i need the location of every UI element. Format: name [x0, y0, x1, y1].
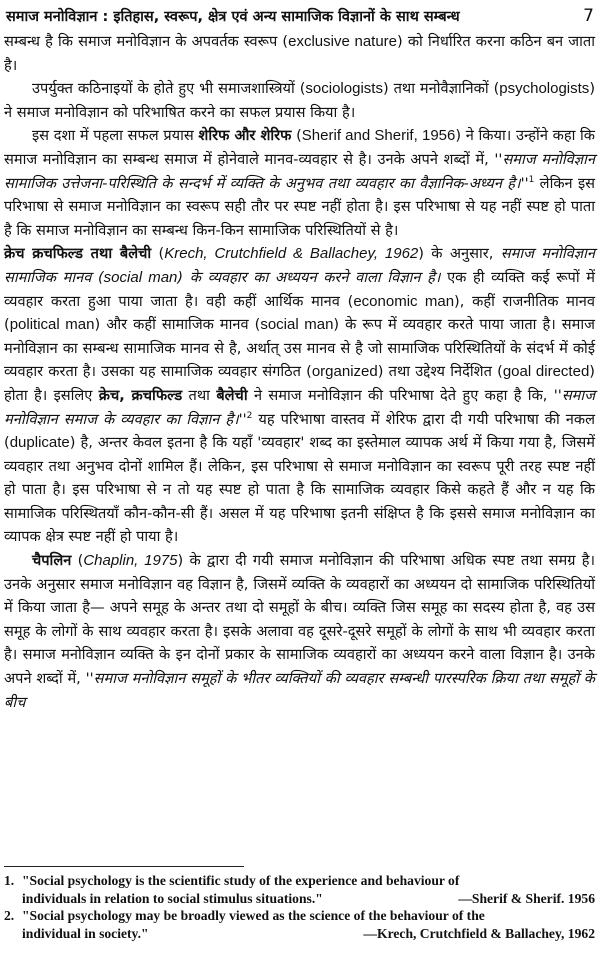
body-text	[4, 30, 595, 714]
paragraph-2	[4, 77, 595, 124]
text-run: ) के अनुसार,	[418, 245, 494, 263]
english-term: organized	[311, 363, 378, 381]
citation: Chaplin, 1975	[83, 552, 178, 570]
footnote-divider	[4, 866, 244, 867]
footnote-1	[4, 872, 595, 907]
text-run: (	[158, 245, 165, 263]
text-run: सम्बन्ध है कि समाज मनोविज्ञान के अपवर्तक स्वरूप (	[4, 33, 289, 50]
text-run: ने समाज मनोविज्ञान की परिभाषा देते हुए कहा है कि,	[253, 386, 548, 404]
text-run: ) के रूप में व्यवहार करते पाया जाता है। समाज मनोविज्ञान का सम्बन्ध सामाजिक मानव से है, अर्थात् उस मानव से है जो सामाजिक परिस्थितियों के संदर्भ में कोई व्यवहार करता है। उसका यह सामाजिक व्यवहार संगठित (	[4, 316, 595, 381]
paragraph-3	[4, 124, 595, 242]
text-run: (	[77, 552, 84, 570]
paragraph-4	[4, 242, 595, 549]
footnote-text: individual in society."	[22, 925, 149, 941]
footnote-ref: 2	[246, 410, 253, 421]
running-title: समाज मनोविज्ञान : इतिहास, स्वरूप, क्षेत्र एवं अन्य सामाजिक विज्ञानों के साथ सम्बन्ध	[6, 9, 460, 25]
definition-quote: ''समाज मनोविज्ञान सामाजिक उत्तेजना-परिस्थिति के सन्दर्भ में व्यक्ति के अनुभव तथा व्यवहार का वैज्ञानिक-अध्यन है।''	[4, 150, 595, 192]
author-name: बैलेची	[216, 386, 248, 404]
footnote-number: 1.	[4, 873, 15, 888]
english-term: political man	[9, 316, 95, 334]
text-run: यह परिभाषा वास्तव में शेरिफ द्वारा दी गयी परिभाषा की नकल (	[4, 410, 595, 452]
footnote-number: 2.	[4, 908, 15, 924]
definition-quote: ''समाज मनोविज्ञान समाज के व्यवहार का विज्ञान है।''	[4, 386, 596, 428]
english-term: exclusive nature	[288, 33, 398, 50]
footnotes	[4, 872, 595, 942]
text-run: ) के द्वारा दी गयी समाज मनोविज्ञान की परिभाषा अधिक स्पष्ट तथा समग्र है। उनके अनुसार समाज मनोविज्ञान वह विज्ञान है, जिसमें व्यक्ति के व्यवहारों का अध्ययन दो सामाजिक परिस्थितियों में किया जाता है— अपने समूह के अन्तर तथा दो समूहों के बीच। व्यक्ति जिस समूह का सदस्य होता है, वह उस समूह के लोगों के साथ व्यवहार करता है। इसके अलावा वह दूसरे-दूसरे समूहों के लोगों के साथ भी व्यवहार करता है। समाज मनोविज्ञान व्यक्ति के इन दोनों प्रकार के सामाजिक व्यवहारों का अध्ययन करने वाला विज्ञान है। उनके अपने शब्दों में,	[4, 552, 596, 688]
citation: Krech, Crutchfield & Ballachey, 1962	[164, 245, 419, 263]
definition-quote: ''समाज मनोविज्ञान समूहों के भीतर व्यक्तियों की व्यवहार सम्बन्धी पारस्परिक क्रिया तथा समूहों के बीच	[4, 670, 596, 711]
citation: Sherif and Sherif, 1956	[301, 127, 456, 145]
footnote-text: "Social psychology is the scientific study of the experience and behaviour of	[22, 873, 460, 888]
text-run: एक ही व्यक्ति कई रूपों में व्यवहार करता हुआ पाया जाता है। वही कहीं आर्थिक मानव (	[4, 268, 595, 310]
paragraph-5	[4, 549, 595, 714]
text-run: लेकिन इस परिभाषा से समाज मनोविज्ञान का स्वरूप सही तौर पर स्पष्ट नहीं होता है। इस परिभाषा से यह नहीं स्पष्ट हो पाता है कि समाज मनोविज्ञान का सम्बन्ध किन-किन सामाजिक परिस्थितियों से है।	[4, 174, 596, 239]
footnote-2	[4, 907, 595, 942]
paragraph-1	[4, 30, 595, 77]
text-run: ) तथा मनोवैज्ञानिकों (	[382, 80, 500, 98]
text-run: (	[296, 127, 302, 145]
text-run: ) और कहीं सामाजिक मानव (	[94, 316, 261, 334]
text-run: ) को निर्धारित करना कठिन बन जाता है।	[4, 33, 595, 74]
text-run: तथा	[188, 386, 210, 404]
english-term: duplicate	[9, 434, 70, 452]
text-run: ) ने समाज मनोविज्ञान को परिभाषित करने का सफल प्रयास किया है।	[4, 80, 596, 121]
footnote-ref: 1	[528, 174, 535, 185]
text-run: इस दशा में पहला सफल प्रयास	[32, 127, 194, 145]
running-header	[6, 4, 594, 28]
definition-quote: ) के व्यवहार का अध्ययन करने वाला विज्ञान है।	[177, 268, 441, 286]
text-run: ) तथा उद्देश्य निर्देशित (	[377, 363, 503, 381]
author-name: चैपलिन	[32, 552, 72, 570]
english-term: psychologists	[499, 80, 590, 98]
author-name: क्रेच क्रचफिल्ड तथा बैलेची	[4, 245, 152, 263]
footnote-text: individuals in relation to social stimulus situations."	[22, 890, 323, 906]
footnote-text: "Social psychology may be broadly viewed as the science of the behaviour of the	[22, 908, 485, 924]
page-number: 7	[583, 6, 594, 26]
text-run: ) है, अन्तर केवल इतना है कि यहाँ 'व्यवहार' शब्द का इस्तेमाल व्यापक अर्थ में किया गया है, जिसमें व्यवहार तथा अनुभव दोनों शामिल हैं। लेकिन, इस परिभाषा से समाज मनोविज्ञान का स्वरूप पूरी तरह स्पष्ट नहीं हो पाता है। इस परिभाषा से न तो यह स्पष्ट हो पाता है कि सामाजिक व्यवहार किसे कहते हैं और न यह कि सामाजिक परिस्थितयाँ कौन-कौन-सी हैं। असल में यह परिभाषा इतनी संक्षिप्त है कि इससे समाज मनोविज्ञान का व्यापक क्षेत्र स्पष्ट नहीं हो पाया है।	[4, 434, 595, 546]
english-term: economic man	[353, 292, 455, 310]
author-name: शेरिफ और शेरिफ	[198, 127, 292, 145]
footnote-source: —Krech, Crutchfield & Ballachey, 1962	[363, 925, 595, 941]
english-term: social man	[103, 268, 178, 286]
text-run: ) ने किया। उन्होंने कहा कि समाज मनोविज्ञान का सम्बन्ध समाज में होनेवाले मानव-व्यवहार से है। उनके अपने शब्दों में,	[4, 127, 596, 168]
english-term: goal directed	[502, 363, 590, 381]
text-run: उपर्युक्त कठिनाइयों के होते हुए भी समाजशास्त्रियों (	[32, 80, 306, 98]
author-name: क्रेच, क्रचफिल्ड	[98, 386, 183, 404]
text-run: ) होता है। इसलिए	[4, 363, 595, 404]
text-run: ), कहीं राजनीतिक मानव (	[4, 292, 595, 334]
definition-quote: समाज मनोविज्ञान सामाजिक मानव (	[4, 245, 596, 286]
english-term: sociologists	[305, 80, 383, 98]
footnote-source: —Sherif & Sherif. 1956	[458, 890, 595, 906]
english-term: social man	[260, 316, 334, 334]
